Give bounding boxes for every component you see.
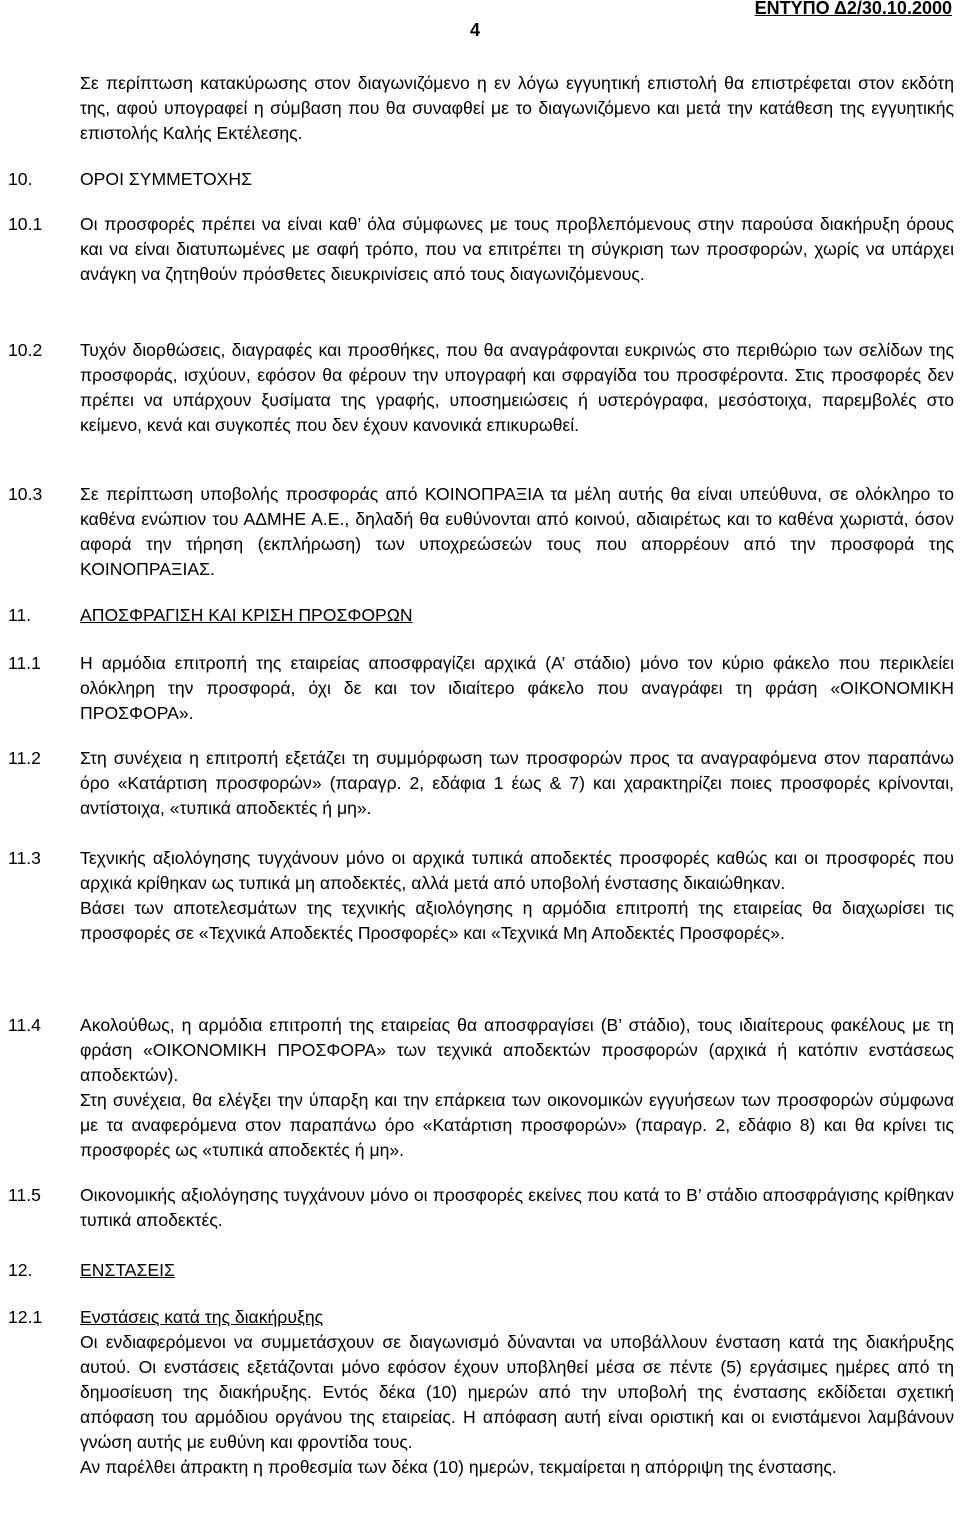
section-11-5: [8, 1183, 954, 1233]
section-text-continued: Στη συνέχεια, θα ελέγξει την ύπαρξη και την επάρκεια των οικονομικών εγγυήσεων των προσφορών σύμφωνα με τα αναφερόμενα στον παραπάνω όρο «Κατάρτιση προσφορών» (παραγρ. 2, εδάφιο 8) και θα κρίνει τις προσφορές ως «τυπικά αποδεκτές ή μη».: [80, 1090, 954, 1160]
section-11-4: [8, 1013, 954, 1163]
section-number: 12.: [8, 1260, 33, 1280]
section-text: Στη συνέχεια η επιτροπή εξετάζει τη συμμόρφωση των προσφορών προς τα αναγραφόμενα στον παραπάνω όρο «Κατάρτιση προσφορών» (παραγρ. 2, εδάφια 1 έως & 7) και χαρακτηρίζει ποιες προσφορές κρίνονται, αντίστοιχα, «τυπικά αποδεκτές ή μη».: [80, 748, 954, 818]
section-number: 11.3: [8, 848, 41, 868]
section-text-continued: Βάσει των αποτελεσμάτων της τεχνικής αξιολόγησης η αρμόδια επιτροπή της εταιρείας θα διαχωρίσει τις προσφορές σε «Τεχνικά Αποδεκτές Προσφορές» και «Τεχνικά Μη Αποδεκτές Προσφορές».: [80, 898, 954, 943]
section-text: Τυχόν διορθώσεις, διαγραφές και προσθήκες, που θα αναγράφονται ευκρινώς στο περιθώριο των σελίδων της προσφοράς, ισχύουν, εφόσον θα φέρουν την υπογραφή και σφραγίδα του προσφέροντα. Στις προσφορές δεν πρέπει να υπάρχουν ξυσίματα της γραφής, υποσημειώσεις ή υστερόγραφα, μεσόστοιχα, παρεμβολές στο κείμενο, κενά και συγκοπές που δεν έχουν κανονικά επικυρωθεί.: [80, 340, 954, 435]
subsection-title: Ενστάσεις κατά της διακήρυξης: [80, 1307, 324, 1327]
section-title: ΟΡΟΙ ΣΥΜΜΕΤΟΧΗΣ: [80, 169, 252, 189]
section-10-3: [8, 482, 954, 582]
section-number: 11.4: [8, 1015, 41, 1035]
section-title: ΑΠΟΣΦΡΑΓΙΣΗ ΚΑΙ ΚΡΙΣΗ ΠΡΟΣΦΟΡΩΝ: [80, 605, 413, 625]
section-11-1: [8, 651, 954, 726]
intro-paragraph: Σε περίπτωση κατακύρωσης στον διαγωνιζόμενο η εν λόγω εγγυητική επιστολή θα επιστρέφεται στον εκδότη της, αφού υπογραφεί η σύμβαση που θα συναφθεί με το διαγωνιζόμενο και μετά την κατάθεση της εγγυητικής επιστολής Καλής Εκτέλεσης.: [80, 73, 954, 143]
form-id: ΕΝΤΥΠΟ Δ2/30.10.2000: [754, 0, 952, 18]
section-12-1: [8, 1305, 954, 1480]
section-number: 11.2: [8, 748, 41, 768]
section-11-2: [8, 746, 954, 821]
section-11-3: [8, 846, 954, 946]
section-title: ΕΝΣΤΑΣΕΙΣ: [80, 1260, 175, 1280]
section-number: 12.1: [8, 1307, 43, 1327]
section-number: 11.5: [8, 1185, 41, 1205]
section-11-heading: [8, 603, 954, 628]
section-number: 11.1: [8, 653, 41, 673]
section-text: Οικονομικής αξιολόγησης τυγχάνουν μόνο οι προσφορές εκείνες που κατά το Β’ στάδιο αποσφράγισης κρίθηκαν τυπικά αποδεκτές.: [80, 1185, 954, 1230]
section-number: 11.: [8, 605, 32, 625]
section-number: 10.: [8, 169, 33, 189]
section-number: 10.2: [8, 340, 43, 360]
section-text: Οι ενδιαφερόμενοι να συμμετάσχουν σε διαγωνισμό δύνανται να υποβάλλουν ένσταση κατά της διακήρυξης αυτού. Οι ενστάσεις εξετάζονται μόνο εφόσον έχουν υποβληθεί μέσα σε πέντε (5) εργάσιμες ημέρες από τη δημοσίευση της διακήρυξης. Εντός δέκα (10) ημερών από την υποβολή της ένστασης εκδίδεται σχετική απόφαση του αρμόδιου οργάνου της εταιρείας. Η απόφαση αυτή είναι οριστική και οι ενιστάμενοι λαμβάνουν γνώση αυτής με ευθύνη και φροντίδα τους.: [80, 1332, 954, 1452]
section-text: Η αρμόδια επιτροπή της εταιρείας αποσφραγίζει αρχικά (Α’ στάδιο) μόνο τον κύριο φάκελο που περικλείει ολόκληρη την προσφορά, όχι δε και τον ιδιαίτερο φάκελο που αναγράφει τη φράση «ΟΙΚΟΝΟΜΙΚΗ ΠΡΟΣΦΟΡΑ».: [80, 653, 954, 723]
section-text: Ακολούθως, η αρμόδια επιτροπή της εταιρείας θα αποσφραγίσει (Β’ στάδιο), τους ιδιαίτερους φακέλους με τη φράση «ΟΙΚΟΝΟΜΙΚΗ ΠΡΟΣΦΟΡΑ» των τεχνικά αποδεκτών προσφορών (αρχικά ή κατόπιν ενστάσεως αποδεκτών).: [80, 1015, 954, 1085]
section-text: Σε περίπτωση υποβολής προσφοράς από ΚΟΙΝΟΠΡΑΞΙΑ τα μέλη αυτής θα είναι υπεύθυνα, σε ολόκληρο το καθένα ενώπιον του ΑΔΜΗΕ Α.Ε., δηλαδή θα ευθύνονται από κοινού, αδιαιρέτως και το καθένα χωριστά, όσον αφορά την τήρηση (εκπλήρωση) των υποχρεώσεών τους που απορρέουν από την προσφορά της ΚΟΙΝΟΠΡΑΞΙΑΣ.: [80, 484, 954, 579]
section-number: 10.1: [8, 214, 43, 234]
section-text-continued: Αν παρέλθει άπρακτη η προθεσμία των δέκα (10) ημερών, τεκμαίρεται η απόρριψη της ένστασης.: [80, 1457, 837, 1477]
section-10-2: [8, 338, 954, 438]
section-text: Τεχνικής αξιολόγησης τυγχάνουν μόνο οι αρχικά τυπικά αποδεκτές προσφορές καθώς και οι προσφορές που αρχικά κρίθηκαν ως τυπικά μη αποδεκτές, αλλά μετά από υποβολή ένστασης δικαιώθηκαν.: [80, 848, 954, 893]
section-text: Οι προσφορές πρέπει να είναι καθ’ όλα σύμφωνες με τους προβλεπόμενους στην παρούσα διακήρυξη όρους και να είναι διατυπωμένες με σαφή τρόπο, που να επιτρέπει τη σύγκριση των προσφορών, χωρίς να υπάρχει ανάγκη να ζητηθούν πρόσθετες διευκρινίσεις από τους διαγωνιζόμενους.: [80, 214, 954, 284]
section-10-1: [8, 212, 954, 287]
section-number: 10.3: [8, 484, 43, 504]
section-10-heading: [8, 167, 954, 192]
page-number: 4: [470, 20, 481, 40]
section-12-heading: [8, 1258, 954, 1283]
